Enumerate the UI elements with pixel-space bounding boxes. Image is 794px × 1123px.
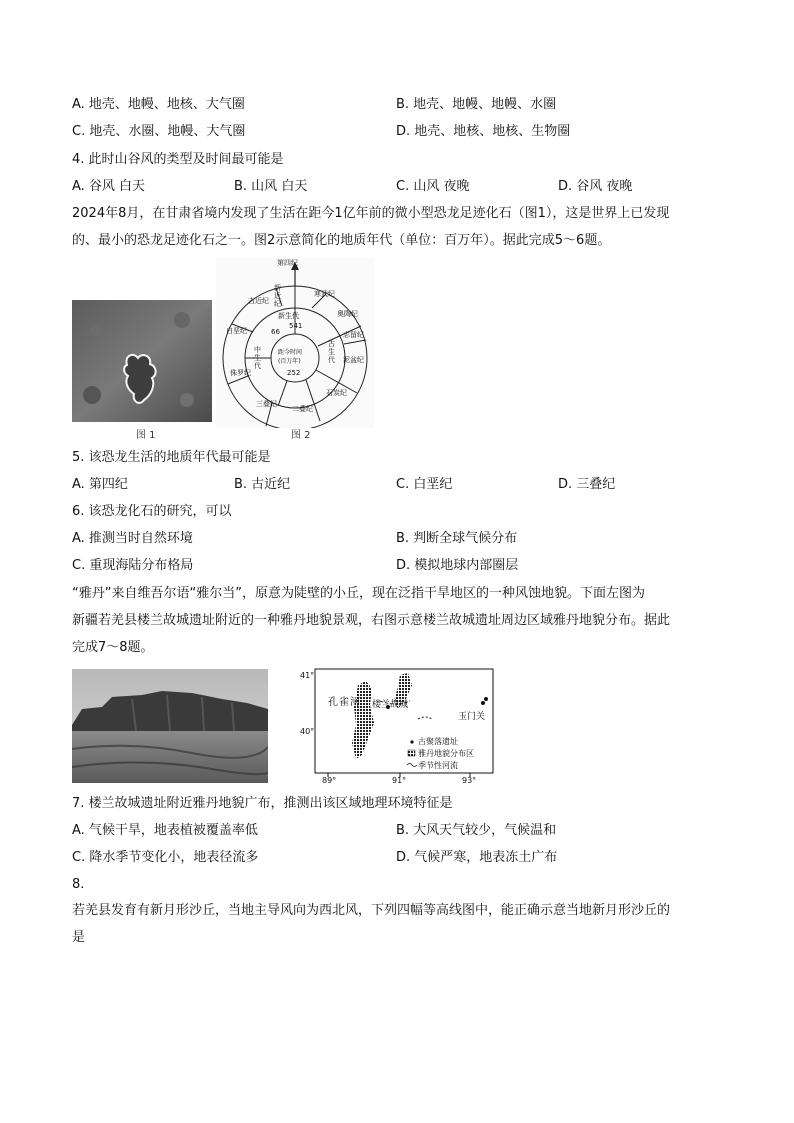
map-legend-yardang: 雅丹地貌分布区	[418, 749, 474, 758]
q4-option-c: C. 山风 夜晚	[396, 179, 470, 194]
label-carboniferous: 石炭纪	[326, 389, 347, 397]
map-lat-40: 40°	[300, 727, 315, 736]
map-lon-93: 93°	[462, 776, 477, 785]
q3-option-b: B. 地壳、地幔、地幔、水圈	[396, 97, 557, 112]
center-label-1: 距今时间	[278, 349, 303, 356]
figure2-geologic-time-diagram	[216, 258, 374, 428]
q6-option-b: B. 判断全球气候分布	[396, 531, 518, 546]
label-cambrian: 寒武纪	[314, 290, 335, 298]
map-lon-91: 91°	[392, 776, 407, 785]
q3-option-d: D. 地壳、地核、地核、生物圈	[396, 124, 571, 139]
figure1-fossil-photo	[72, 300, 212, 422]
map-label-loulan: 楼兰故城	[372, 700, 409, 710]
map-lon-89: 89°	[322, 776, 337, 785]
label-66: 66	[271, 328, 280, 336]
q8-stem-line2: 是	[72, 930, 86, 945]
passage1-line1: 2024年8月，在甘肃省境内发现了生活在距今1亿年前的微小型恐龙足迹化石（图1），这是世界上已发现	[72, 206, 670, 221]
center-label-2: (百万年)	[278, 358, 301, 365]
label-cenozoic: 新生代	[278, 312, 299, 320]
map-label-kongque-river: 孔雀河	[328, 697, 361, 708]
map-legend-river: 季节性河流	[418, 761, 458, 770]
figure1-caption: 图 1	[136, 430, 156, 441]
label-252: 252	[287, 369, 301, 377]
q6-option-a: A. 推测当时自然环境	[72, 531, 193, 546]
passage2-line2: 新疆若羌县楼兰故城遗址附近的一种雅丹地貌景观，右图示意楼兰故城遗址周边区域雅丹地貌分布。据此	[72, 613, 671, 628]
label-quaternary: 第四纪	[277, 259, 298, 267]
passage2-line3: 完成7～8题。	[72, 640, 154, 655]
q4-option-d: D. 谷风 夜晚	[558, 179, 633, 194]
q3-option-c: C. 地壳、水圈、地幔、大气圈	[72, 124, 246, 139]
q6-stem: 6. 该恐龙化石的研究，可以	[72, 504, 232, 519]
q5-option-d: D. 三叠纪	[558, 477, 616, 492]
q6-option-d: D. 模拟地球内部圈层	[396, 558, 519, 573]
q6-option-c: C. 重现海陆分布格局	[72, 558, 194, 573]
q5-option-b: B. 古近纪	[234, 477, 291, 492]
label-cretaceous: 白垩纪	[226, 327, 247, 335]
q8-stem-line1: 若羌县发育有新月形沙丘，当地主导风向为西北风，下列四幅等高线图中，能正确示意当地新月形沙丘的	[72, 903, 671, 918]
label-triassic: 三叠纪	[256, 400, 277, 408]
q5-option-c: C. 白垩纪	[396, 477, 453, 492]
label-mesozoic: 中生代	[254, 346, 261, 370]
q7-option-c: C. 降水季节变化小，地表径流多	[72, 850, 259, 865]
q7-option-d: D. 气候严寒，地表冻土广布	[396, 850, 558, 865]
map-lat-41: 41°	[300, 671, 315, 680]
map-label-yumenguan: 玉门关	[458, 712, 486, 722]
map-legend-settlement: 古聚落遗址	[418, 737, 458, 746]
label-permian: 二叠纪	[292, 405, 313, 413]
label-paleozoic: 古生代	[328, 340, 335, 364]
loulan-yardang-map	[300, 667, 496, 787]
figure2-caption: 图 2	[291, 430, 311, 441]
q8-number: 8.	[72, 877, 85, 892]
label-541: 541	[289, 322, 303, 330]
passage2-line1: “雅丹”来自维吾尔语“雅尔当”，原意为陡壁的小丘，现在泛指干旱地区的一种风蚀地貌。下面左图为	[72, 586, 645, 601]
label-silurian: 志留纪	[343, 331, 364, 339]
q4-stem: 4. 此时山谷风的类型及时间最可能是	[72, 152, 284, 167]
q5-option-a: A. 第四纪	[72, 477, 128, 492]
q3-option-a: A. 地壳、地幔、地核、大气圈	[72, 97, 245, 112]
passage1-line2: 的、最小的恐龙足迹化石之一。图2示意简化的地质年代（单位：百万年）。据此完成5～6题。	[72, 233, 611, 248]
label-ordovician: 奥陶纪	[337, 310, 358, 318]
q7-option-b: B. 大风天气较少，气候温和	[396, 823, 557, 838]
q5-stem: 5. 该恐龙生活的地质年代最可能是	[72, 450, 271, 465]
q4-option-a: A. 谷风 白天	[72, 179, 146, 194]
label-jurassic: 侏罗纪	[230, 369, 251, 377]
label-paleogene: 古近纪	[248, 297, 269, 305]
q7-option-a: A. 气候干旱，地表植被覆盖率低	[72, 823, 258, 838]
q7-stem: 7. 楼兰故城遗址附近雅丹地貌广布，推测出该区域地理环境特征是	[72, 796, 453, 811]
yardang-landscape-photo	[72, 669, 268, 783]
label-neogene: 新近纪	[274, 284, 281, 308]
label-devonian: 泥盆纪	[343, 356, 364, 364]
q4-option-b: B. 山风 白天	[234, 179, 308, 194]
